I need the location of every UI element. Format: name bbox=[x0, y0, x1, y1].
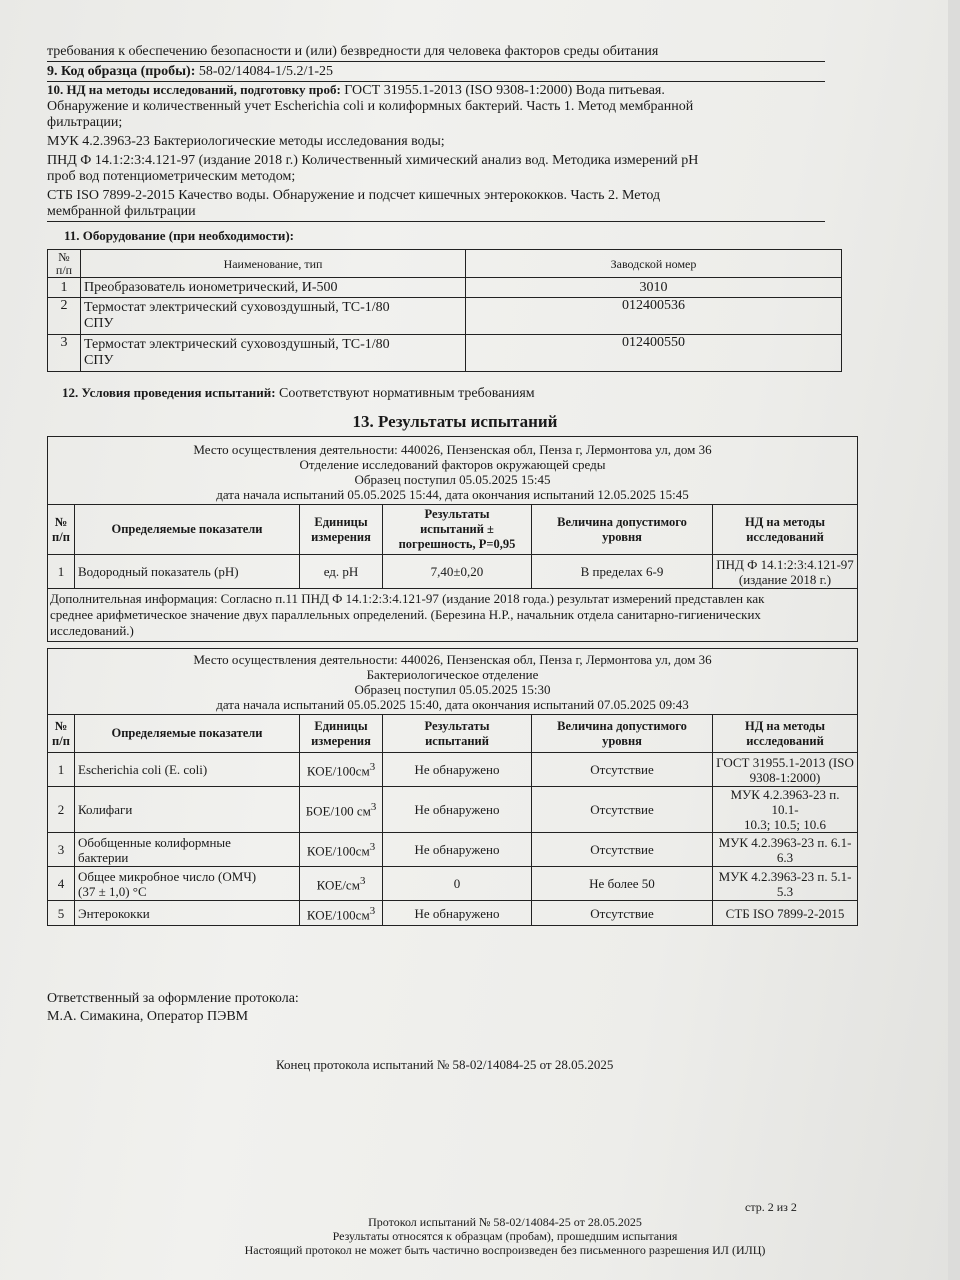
conditions bbox=[62, 385, 535, 402]
row-limit: Отсутствие bbox=[532, 787, 713, 833]
header-nd: НД на методы исследований bbox=[713, 505, 858, 555]
row-num: 2 bbox=[48, 787, 75, 833]
block1-info-line: Образец поступил 05.05.2025 15:45 bbox=[354, 472, 551, 487]
row-num: 1 bbox=[48, 555, 75, 589]
additional-info bbox=[48, 589, 858, 642]
row-units: КОЕ/$см^3$ bbox=[300, 867, 383, 901]
row-units: ед. pH bbox=[300, 555, 383, 589]
block2-info bbox=[48, 649, 858, 715]
equipment-num: 1 bbox=[48, 278, 81, 298]
results-table-1 bbox=[47, 436, 858, 642]
row-units: КОЕ/$100см^3$ bbox=[300, 901, 383, 926]
nd-methods-line: мембранной фильтрации bbox=[47, 204, 196, 219]
footer-line: Результаты относятся к образцам (пробам), прошедшим испытания bbox=[332, 1229, 678, 1243]
responsible-line: М.А. Симакина, Оператор ПЭВМ bbox=[47, 1009, 249, 1024]
row-indicator: Водородный показатель (pH) bbox=[75, 555, 300, 589]
header-nd: НД на методы исследований bbox=[713, 715, 858, 753]
block1-header-row bbox=[48, 505, 858, 555]
responsible bbox=[47, 990, 299, 1026]
table-row bbox=[48, 833, 858, 867]
page-number: стр. 2 из 2 bbox=[745, 1200, 797, 1214]
block2-info-line: Образец поступил 05.05.2025 15:30 bbox=[354, 682, 551, 697]
row-num: 5 bbox=[48, 901, 75, 926]
sample-code-label: 9. Код образца (пробы): bbox=[47, 64, 196, 79]
row-units: КОЕ/$100см^3$ bbox=[300, 753, 383, 787]
row-limit: Отсутствие bbox=[532, 833, 713, 867]
table-row bbox=[48, 298, 842, 335]
row-result: Не обнаружено bbox=[383, 787, 532, 833]
equipment-serial: 012400550 bbox=[466, 335, 842, 372]
block1-info-line: дата начала испытаний 05.05.2025 15:44, дата окончания испытаний 12.05.2025 15:45 bbox=[216, 487, 689, 502]
row-nd: МУК 4.2.3963-23 п. 10.1- 10.3; 10.5; 10.6 bbox=[713, 787, 858, 833]
results-table-2 bbox=[47, 648, 858, 926]
header-limit: Величина допустимого уровня bbox=[532, 505, 713, 555]
row-units: КОЕ/$100см^3$ bbox=[300, 833, 383, 867]
table-row bbox=[48, 555, 858, 589]
results-title: 13. Результаты испытаний bbox=[352, 412, 558, 431]
row-result: Не обнаружено bbox=[383, 753, 532, 787]
equipment-num: 2 bbox=[48, 298, 81, 335]
equipment-num: 3 bbox=[48, 335, 81, 372]
nd-methods-line: СТБ ISO 7899-2-2015 Качество воды. Обнаружение и подсчет кишечных энтерококков. Часть 2. Метод bbox=[47, 188, 661, 203]
equipment-header-row bbox=[48, 250, 842, 278]
sample-code-value: 58-02/14084-1/5.2/1-25 bbox=[198, 64, 334, 79]
equipment-header-num: № п/п bbox=[48, 250, 81, 278]
equipment-label: 11. Оборудование (при необходимости): bbox=[64, 228, 294, 243]
additional-info-line: исследований.) bbox=[50, 623, 134, 638]
header-line: требования к обеспечению безопасности и (или) безвредности для человека факторов среды обитания bbox=[47, 44, 825, 62]
footer-line: Протокол испытаний № 58-02/14084-25 от 28.05.2025 bbox=[368, 1215, 642, 1229]
table-row bbox=[48, 787, 858, 833]
block1-info bbox=[48, 437, 858, 505]
row-nd: ГОСТ 31955.1-2013 (ISO 9308-1:2000) bbox=[713, 753, 858, 787]
header-limit: Величина допустимого уровня bbox=[532, 715, 713, 753]
block2-info-line: Место осуществления деятельности: 440026, Пензенская обл, Пенза г, Лермонтова ул, дом 36 bbox=[193, 652, 712, 667]
end-note: Конец протокола испытаний № 58-02/14084-25 от 28.05.2025 bbox=[276, 1057, 614, 1072]
row-result: 7,40±0,20 bbox=[383, 555, 532, 589]
block2-info-line: дата начала испытаний 05.05.2025 15:40, дата окончания испытаний 07.05.2025 09:43 bbox=[216, 697, 689, 712]
row-nd: МУК 4.2.3963-23 п. 6.1- 6.3 bbox=[713, 833, 858, 867]
block1-additional-row bbox=[48, 589, 858, 642]
block1-info-line: Место осуществления деятельности: 440026, Пензенская обл, Пенза г, Лермонтова ул, дом 36 bbox=[193, 442, 712, 457]
row-num: 1 bbox=[48, 753, 75, 787]
row-indicator: Энтерококки bbox=[75, 901, 300, 926]
row-limit: Отсутствие bbox=[532, 901, 713, 926]
row-nd: СТБ ISO 7899-2-2015 bbox=[713, 901, 858, 926]
header-indicator: Определяемые показатели bbox=[75, 715, 300, 753]
nd-methods-line: ГОСТ 31955.1-2013 (ISO 9308-1:2000) Вода питьевая. bbox=[344, 83, 665, 98]
header-units: Единицы измерения bbox=[300, 715, 383, 753]
footer bbox=[90, 1215, 920, 1257]
row-indicator: Escherichia coli (E. coli) bbox=[75, 753, 300, 787]
row-num: 3 bbox=[48, 833, 75, 867]
responsible-line: Ответственный за оформление протокола: bbox=[47, 991, 299, 1006]
block2-header-row bbox=[48, 715, 858, 753]
equipment-name: Преобразователь ионометрический, И-500 bbox=[81, 278, 466, 298]
nd-methods-line: МУК 4.2.3963-23 Бактериологические методы исследования воды; bbox=[47, 134, 445, 149]
table-row bbox=[48, 867, 858, 901]
equipment-table bbox=[47, 249, 842, 372]
row-indicator: Колифаги bbox=[75, 787, 300, 833]
row-indicator: Общее микробное число (ОМЧ) (37 ± 1,0) °С bbox=[75, 867, 300, 901]
conditions-value: Соответствуют нормативным требованиям bbox=[279, 386, 535, 401]
nd-methods-label: 10. НД на методы исследований, подготовку проб: bbox=[47, 82, 341, 97]
equipment-serial: 012400536 bbox=[466, 298, 842, 335]
equipment-name: Термостат электрический суховоздушный, ТС-1/80 СПУ bbox=[81, 335, 466, 372]
row-result: 0 bbox=[383, 867, 532, 901]
header-units: Единицы измерения bbox=[300, 505, 383, 555]
row-limit: В пределах 6-9 bbox=[532, 555, 713, 589]
nd-methods-line: ПНД Ф 14.1:2:3:4.121-97 (издание 2018 г.) Количественный химический анализ вод. Методика измерений pH bbox=[47, 153, 699, 168]
row-indicator: Обобщенные колиформные бактерии bbox=[75, 833, 300, 867]
block2-info-line: Бактериологическое отделение bbox=[366, 667, 539, 682]
nd-methods-line: проб вод потенциометрическим методом; bbox=[47, 169, 296, 184]
sample-code bbox=[47, 64, 825, 82]
header-indicator: Определяемые показатели bbox=[75, 505, 300, 555]
equipment-header-serial: Заводской номер bbox=[466, 250, 842, 278]
row-units: БОЕ/100 $см^3$ bbox=[300, 787, 383, 833]
footer-line: Настоящий протокол не может быть частично воспроизведен без письменного разрешения ИЛ (ИЛЦ) bbox=[244, 1243, 766, 1257]
additional-info-line: среднее арифметическое значение двух параллельных определений. (Березина Н.Р., начальник отдела санитарно-гигиенических bbox=[50, 607, 761, 622]
table-row bbox=[48, 278, 842, 298]
table-row bbox=[48, 335, 842, 372]
header-num: № п/п bbox=[48, 505, 75, 555]
table-row bbox=[48, 901, 858, 926]
equipment-serial: 3010 bbox=[466, 278, 842, 298]
nd-methods-line: фильтрации; bbox=[47, 115, 123, 130]
block1-info-line: Отделение исследований факторов окружающей среды bbox=[299, 457, 606, 472]
row-result: Не обнаружено bbox=[383, 901, 532, 926]
block2-info-row bbox=[48, 649, 858, 715]
header-result: Результаты испытаний bbox=[383, 715, 532, 753]
row-result: Не обнаружено bbox=[383, 833, 532, 867]
equipment-header-name: Наименование, тип bbox=[81, 250, 466, 278]
additional-info-line: Дополнительная информация: Согласно п.11 ПНД Ф 14.1:2:3:4.121-97 (издание 2018 года.) результат измерений представлен как bbox=[50, 591, 765, 606]
row-num: 4 bbox=[48, 867, 75, 901]
header-result: Результаты испытаний ± погрешность, Р=0,95 bbox=[383, 505, 532, 555]
block1-info-row bbox=[48, 437, 858, 505]
conditions-label: 12. Условия проведения испытаний: bbox=[62, 385, 276, 400]
header-num: № п/п bbox=[48, 715, 75, 753]
equipment-name: Термостат электрический суховоздушный, ТС-1/80 СПУ bbox=[81, 298, 466, 335]
row-limit: Не более 50 bbox=[532, 867, 713, 901]
nd-methods-section bbox=[47, 82, 825, 222]
table-row bbox=[48, 753, 858, 787]
nd-methods-line: Обнаружение и количественный учет Escherichia coli и колиформных бактерий. Часть 1. Метод мембранной bbox=[47, 99, 694, 114]
row-nd: ПНД Ф 14.1:2:3:4.121-97 (издание 2018 г.) bbox=[713, 555, 858, 589]
row-limit: Отсутствие bbox=[532, 753, 713, 787]
row-nd: МУК 4.2.3963-23 п. 5.1- 5.3 bbox=[713, 867, 858, 901]
